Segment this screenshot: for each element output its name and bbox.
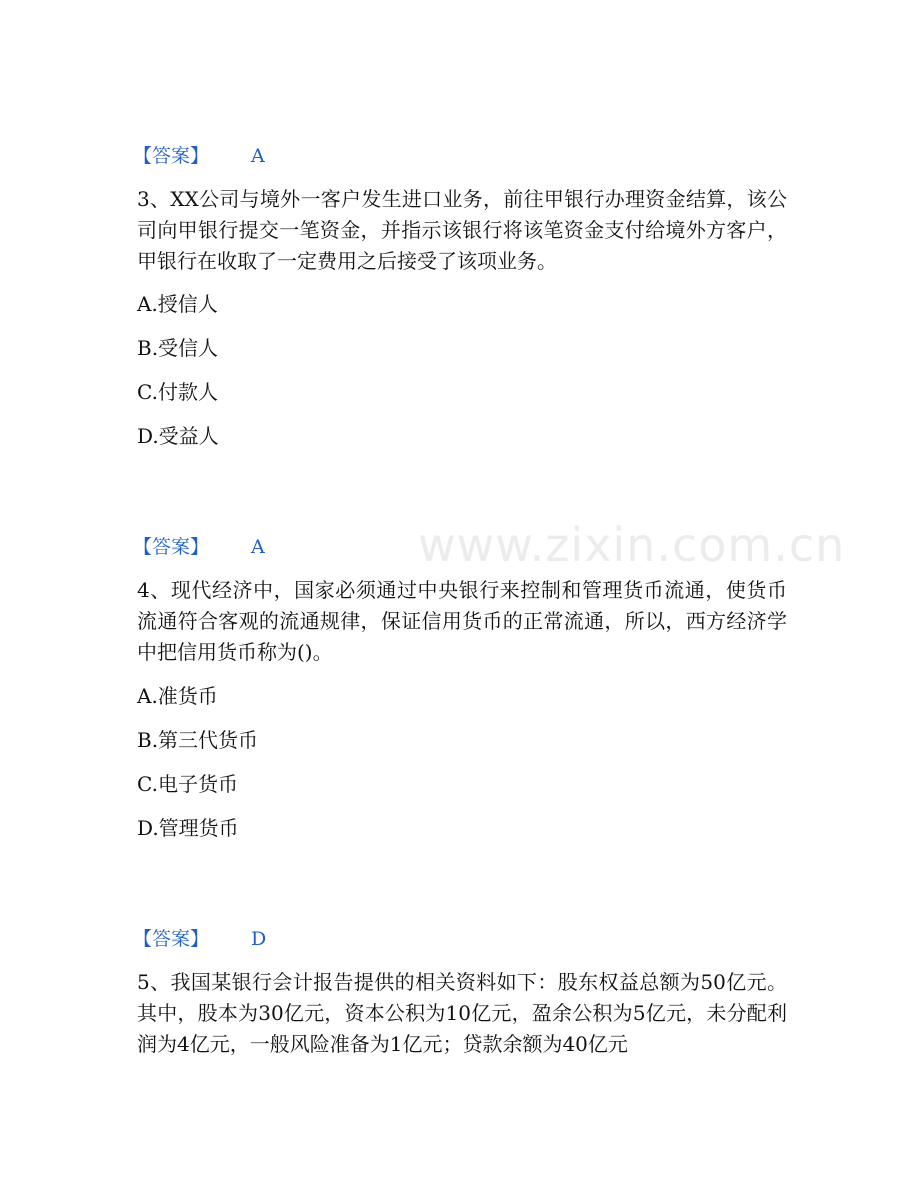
option-a: A.准货币 — [137, 684, 218, 708]
option-c: C.电子货币 — [137, 772, 238, 796]
question-text: 4、现代经济中，国家必须通过中央银行来控制和管理货币流通，使货币流通符合客观的流通规律，保证信用货币的正常流通，所以，西方经济学中把信用货币称为()。 — [137, 578, 787, 664]
answer-line — [133, 535, 265, 559]
answer-label: 【答案】 — [133, 145, 210, 167]
answer-label: 【答案】 — [133, 928, 210, 950]
option-d: D.受益人 — [137, 424, 219, 448]
option-c: C.付款人 — [137, 380, 218, 404]
answer-label: 【答案】 — [133, 536, 210, 558]
question-text: 3、XX公司与境外一客户发生进口业务，前往甲银行办理资金结算，该公司向甲银行提交一笔资金，并指示该银行将该笔资金支付给境外方客户，甲银行在收取了一定费用之后接受了该项业务。 — [137, 187, 787, 273]
answer-value: A — [251, 536, 265, 558]
option-b: B.第三代货币 — [137, 728, 259, 752]
answer-value: D — [251, 928, 267, 950]
option-d: D.管理货币 — [137, 816, 239, 840]
watermark: www.zixin.com.cn — [418, 518, 846, 572]
answer-value: A — [251, 145, 265, 167]
answer-line — [133, 144, 265, 168]
option-b: B.受信人 — [137, 336, 219, 360]
option-a: A.授信人 — [137, 292, 218, 316]
answer-line — [133, 927, 267, 951]
question-text: 5、我国某银行会计报告提供的相关资料如下：股东权益总额为50亿元。其中，股本为30亿元，资本公积为10亿元，盈余公积为5亿元，未分配利润为4亿元，一般风险准备为1亿元；贷款余额为40亿元 — [137, 970, 787, 1056]
